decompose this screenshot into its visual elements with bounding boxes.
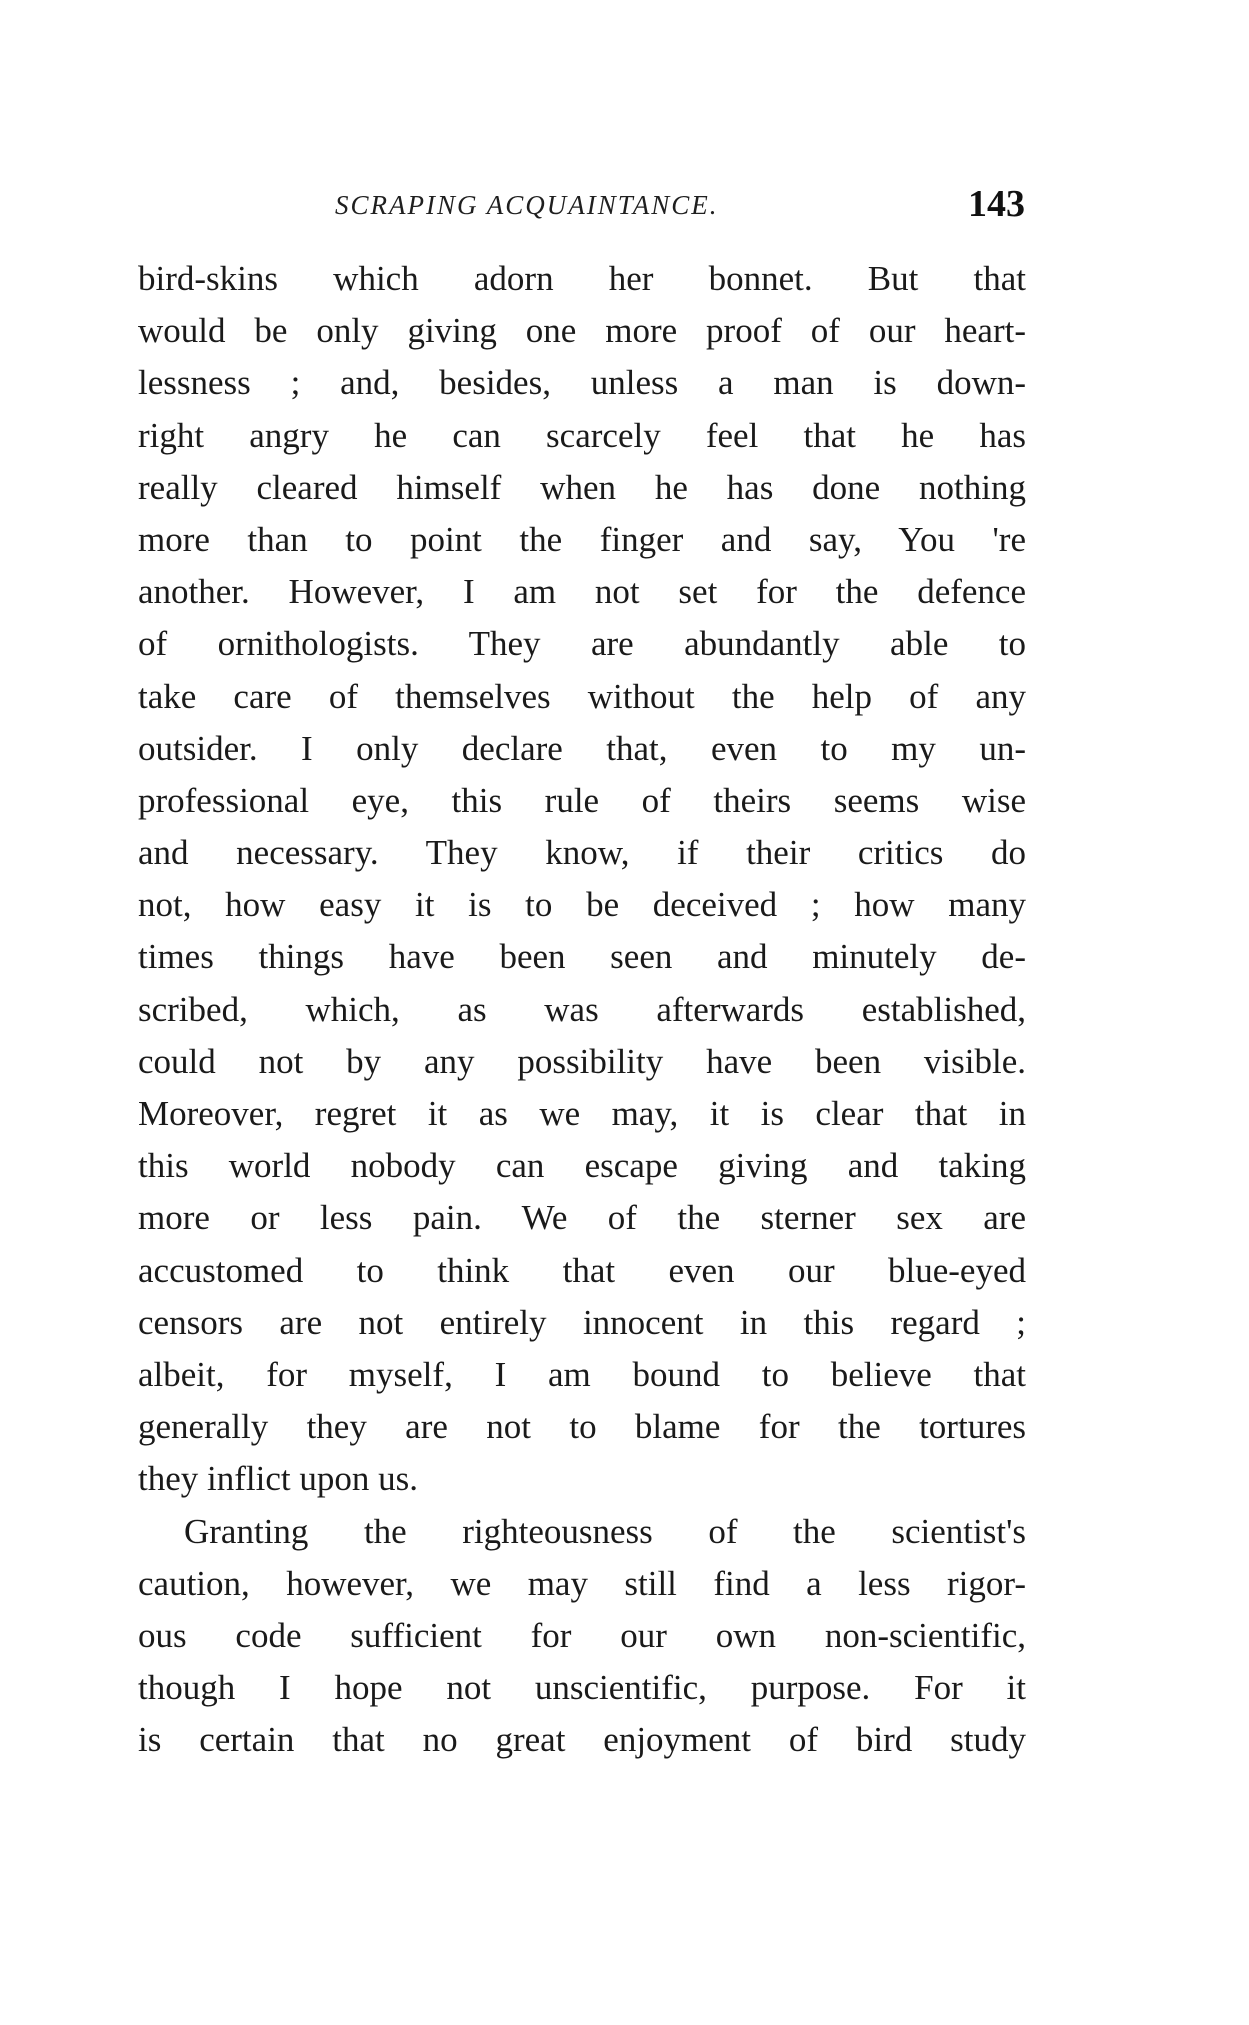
text-line: would be only giving one more proof of our heart-	[138, 311, 1026, 351]
text-line: more or less pain. We of the sterner sex are	[138, 1198, 1026, 1238]
text-line: bird-skins which adorn her bonnet. But that	[138, 259, 1026, 298]
text-line: ous code sufficient for our own non-scientific,	[138, 1615, 1026, 1655]
text-line: really cleared himself when he has done nothing	[138, 467, 1026, 507]
page-number: 143	[968, 183, 1025, 225]
text-line: scribed, which, as was afterwards established,	[138, 989, 1026, 1029]
text-line: could not by any possibility have been visible.	[138, 1041, 1026, 1081]
text-line: Granting the righteousness of the scientist's	[184, 1511, 1026, 1551]
text-line: accustomed to think that even our blue-eyed	[138, 1250, 1026, 1290]
text-line: generally they are not to blame for the tortures	[138, 1407, 1026, 1447]
text-line: censors are not entirely innocent in this regard ;	[138, 1302, 1026, 1342]
text-line: albeit, for myself, I am bound to believe that	[138, 1354, 1026, 1394]
text-line: of ornithologists. They are abundantly able to	[138, 624, 1026, 664]
text-line: outsider. I only declare that, even to my un-	[138, 728, 1026, 768]
text-line: more than to point the finger and say, You 're	[138, 519, 1026, 559]
body-text	[138, 253, 1026, 1766]
text-line: is certain that no great enjoyment of bird study	[138, 1720, 1026, 1760]
text-line: Moreover, regret it as we may, it is clear that in	[138, 1094, 1026, 1133]
text-line: not, how easy it is to be deceived ; how many	[138, 885, 1026, 925]
text-line: though I hope not unscientific, purpose. For it	[138, 1668, 1026, 1708]
text-line: professional eye, this rule of theirs seems wise	[138, 780, 1026, 820]
text-line: this world nobody can escape giving and taking	[138, 1146, 1026, 1186]
text-line: lessness ; and, besides, unless a man is down-	[138, 363, 1026, 403]
running-title: SCRAPING ACQUAINTANCE.	[335, 190, 719, 220]
text-line: right angry he can scarcely feel that he has	[138, 415, 1026, 455]
text-line: take care of themselves without the help of any	[138, 676, 1026, 716]
text-line: and necessary. They know, if their critics do	[138, 833, 1026, 873]
text-line: times things have been seen and minutely de-	[138, 937, 1026, 977]
running-head	[140, 183, 1025, 236]
text-line: they inflict upon us.	[138, 1459, 418, 1499]
text-line: caution, however, we may still find a less rigor-	[138, 1563, 1026, 1603]
text-line: another. However, I am not set for the defence	[138, 572, 1026, 612]
